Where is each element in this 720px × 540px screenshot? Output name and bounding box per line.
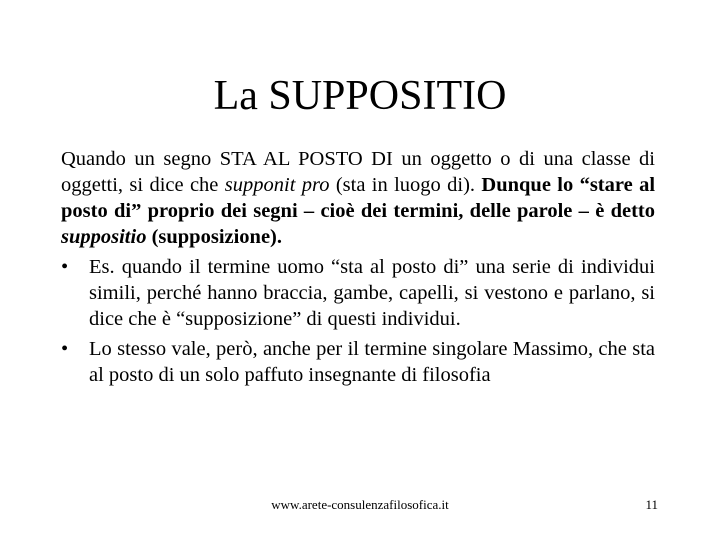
footer-url: www.arete-consulenzafilosofica.it bbox=[271, 497, 449, 512]
intro-text: Quando un segno STA AL POSTO DI un oggetto o di una classe di oggetti, si dice che bbox=[61, 148, 655, 196]
bold-text-end: (supposizione). bbox=[146, 226, 283, 248]
bullet-icon: • bbox=[61, 338, 69, 360]
bullet-icon: • bbox=[61, 256, 69, 278]
bullet-list bbox=[61, 254, 655, 388]
list-item bbox=[61, 336, 655, 388]
bullet-text: Es. quando il termine uomo “sta al posto di” una serie di individui simili, perché hanno braccia, gambe, capelli, si vestono e parlano, si dice che è “supposizione” di questi individui. bbox=[89, 256, 655, 330]
intro-paragraph bbox=[61, 146, 655, 250]
slide-body bbox=[61, 146, 655, 392]
bold-text: Dunque lo “stare al posto di” proprio dei segni – cioè dei termini, delle parole – è detto bbox=[61, 174, 656, 222]
intro-text-end: (sta in luogo di). bbox=[329, 174, 476, 196]
list-item bbox=[61, 254, 655, 332]
bold-italic-term: suppositio bbox=[61, 226, 147, 248]
bullet-text: Lo stesso vale, però, anche per il termine singolare Massimo, che sta al posto di un solo paffuto insegnante di filosofia bbox=[89, 338, 655, 386]
page-number: 11 bbox=[645, 497, 658, 512]
slide-title: La SUPPOSITIO bbox=[213, 73, 507, 119]
intro-italic-term: supponit pro bbox=[224, 174, 330, 196]
